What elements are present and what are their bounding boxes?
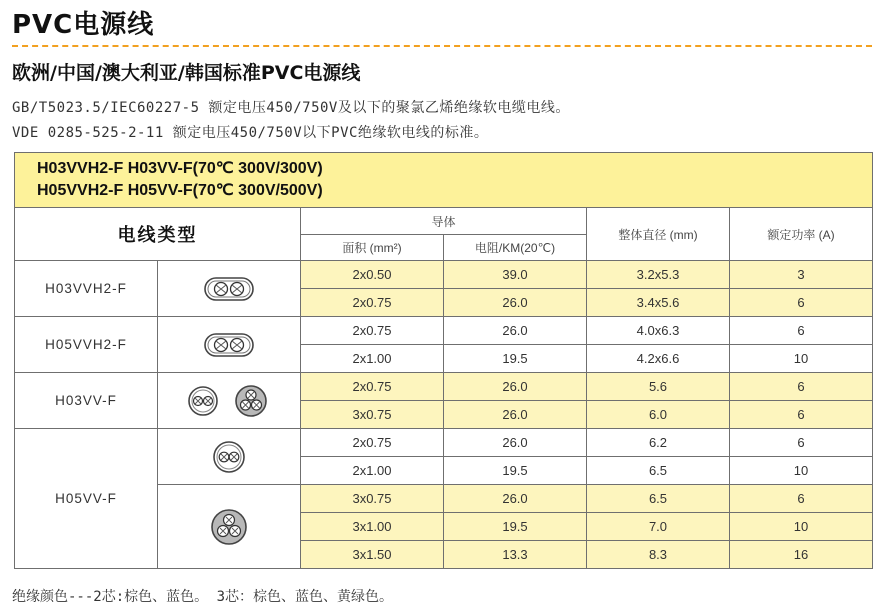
cell-resistance: 19.5 (444, 345, 587, 373)
standard-description-1: GB/T5023.5/IEC60227-5 额定电压450/750V及以下的聚氯乙烯绝缘软电缆电线。 (12, 100, 570, 116)
cell-area: 3x1.00 (301, 513, 444, 541)
cell-area: 3x1.50 (301, 541, 444, 569)
header-diameter: 整体直径 (mm) (587, 208, 730, 261)
spec-table (14, 152, 873, 569)
cell-diameter: 4.0x6.3 (587, 317, 730, 345)
cell-rated: 10 (730, 345, 873, 373)
cable-name-h05vvf: H05VV-F (15, 429, 158, 569)
cell-area: 2x0.50 (301, 261, 444, 289)
cell-resistance: 26.0 (444, 373, 587, 401)
cell-area: 2x1.00 (301, 457, 444, 485)
cell-rated: 6 (730, 485, 873, 513)
standard-description-2: VDE 0285-525-2-11 额定电压450/750V以下PVC绝缘软电线的标准。 (12, 125, 489, 141)
cell-diameter: 6.5 (587, 485, 730, 513)
cell-rated: 6 (730, 429, 873, 457)
cable-name-h03vvh2f: H03VVH2-F (15, 261, 158, 317)
cell-area: 2x0.75 (301, 289, 444, 317)
cell-diameter: 3.4x5.6 (587, 289, 730, 317)
cell-rated: 6 (730, 289, 873, 317)
cable-name-h03vvf: H03VV-F (15, 373, 158, 429)
round-2-and-3-core-cable-icon (158, 373, 301, 429)
round-3-core-cable-icon (158, 485, 301, 569)
cell-area: 2x0.75 (301, 429, 444, 457)
cell-resistance: 39.0 (444, 261, 587, 289)
cell-diameter: 8.3 (587, 541, 730, 569)
flat-2-core-cable-icon (158, 261, 301, 317)
cell-resistance: 26.0 (444, 429, 587, 457)
table-title-line-1: H03VVH2-F H03VV-F(70℃ 300V/300V) (37, 160, 323, 177)
table-title-line-2: H05VVH2-F H05VV-F(70℃ 300V/500V) (37, 182, 323, 199)
cell-diameter: 6.2 (587, 429, 730, 457)
header-cable-type: 电线类型 (15, 208, 301, 261)
table-row (15, 317, 873, 345)
cell-resistance: 26.0 (444, 401, 587, 429)
cell-rated: 16 (730, 541, 873, 569)
cell-resistance: 26.0 (444, 289, 587, 317)
page-title: PVC电源线 (12, 10, 155, 40)
cell-diameter: 3.2x5.3 (587, 261, 730, 289)
cell-diameter: 6.5 (587, 457, 730, 485)
table-title (15, 153, 873, 208)
cell-diameter: 4.2x6.6 (587, 345, 730, 373)
cell-area: 3x0.75 (301, 401, 444, 429)
cell-resistance: 19.5 (444, 513, 587, 541)
cell-area: 2x0.75 (301, 373, 444, 401)
table-row (15, 261, 873, 289)
cell-diameter: 5.6 (587, 373, 730, 401)
page-subtitle: 欧洲/中国/澳大利亚/韩国标准PVC电源线 (12, 62, 361, 84)
cell-resistance: 26.0 (444, 485, 587, 513)
header-conductor: 导体 (301, 208, 587, 235)
cell-resistance: 13.3 (444, 541, 587, 569)
round-2-core-cable-icon (158, 429, 301, 485)
insulation-color-note: 绝缘颜色---2芯:棕色、蓝色。 3芯：棕色、蓝色、黄绿色。 (12, 589, 393, 605)
cell-resistance: 26.0 (444, 317, 587, 345)
header-resistance: 电阻/KM(20℃) (444, 235, 587, 261)
cell-area: 2x1.00 (301, 345, 444, 373)
cell-rated: 10 (730, 457, 873, 485)
title-divider (12, 45, 872, 47)
cell-area: 3x0.75 (301, 485, 444, 513)
cell-rated: 6 (730, 373, 873, 401)
cell-diameter: 7.0 (587, 513, 730, 541)
table-row (15, 373, 873, 401)
cell-rated: 6 (730, 401, 873, 429)
cell-rated: 6 (730, 317, 873, 345)
cell-rated: 10 (730, 513, 873, 541)
cell-rated: 3 (730, 261, 873, 289)
cell-resistance: 19.5 (444, 457, 587, 485)
header-area: 面积 (mm²) (301, 235, 444, 261)
cell-diameter: 6.0 (587, 401, 730, 429)
header-rated-current: 额定功率 (A) (730, 208, 873, 261)
cell-area: 2x0.75 (301, 317, 444, 345)
table-row (15, 429, 873, 457)
cable-name-h05vvh2f: H05VVH2-F (15, 317, 158, 373)
flat-2-core-cable-icon (158, 317, 301, 373)
